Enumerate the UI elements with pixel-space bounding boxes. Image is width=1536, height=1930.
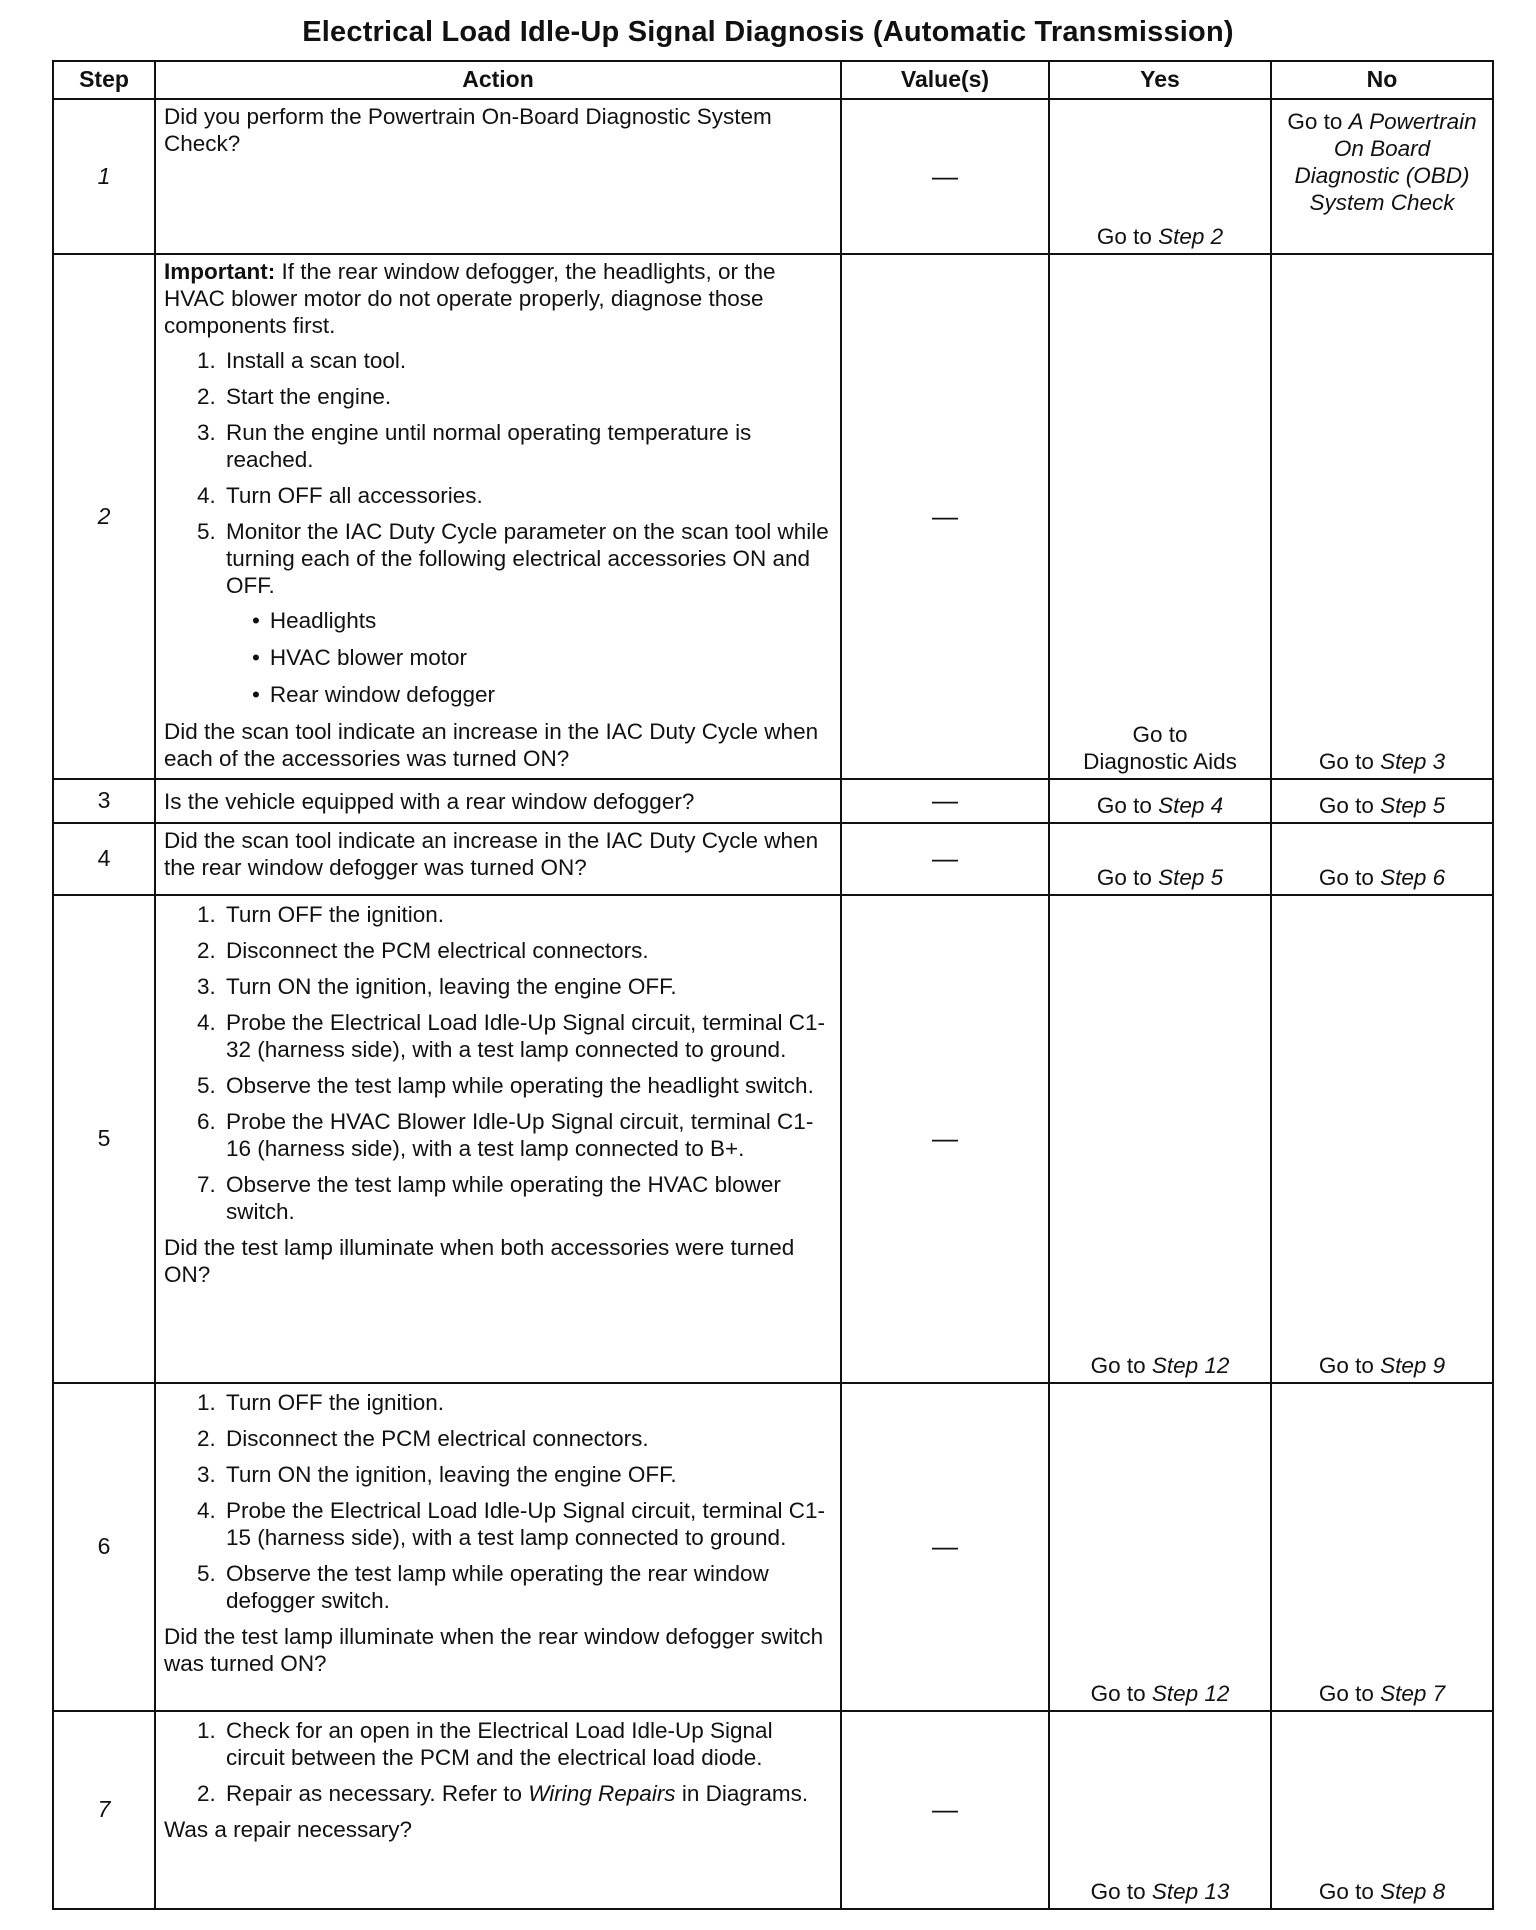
question-text: Was a repair necessary? <box>164 1817 413 1842</box>
accessory-item: • Headlights <box>248 607 832 634</box>
step-link[interactable]: Step 9 <box>1380 1353 1446 1378</box>
value-cell: — <box>841 895 1049 1383</box>
table-row-step-7 <box>53 1711 1493 1909</box>
diagnostic-aids-link[interactable]: Diagnostic Aids <box>1083 749 1237 774</box>
no-cell <box>1271 1383 1493 1711</box>
procedure-step: 7. Observe the test lamp while operating the HVAC blower switch. <box>222 1171 832 1225</box>
table-row-step-1 <box>53 99 1493 254</box>
wiring-repairs-link[interactable]: Wiring Repairs <box>528 1781 676 1806</box>
step-number: 3 <box>53 779 155 823</box>
goto-prefix: Go to <box>1096 224 1152 249</box>
procedure-step: 1. Install a scan tool. <box>222 347 832 374</box>
column-header-step: Step <box>53 61 155 99</box>
action-cell <box>155 779 841 823</box>
procedure-step-text: Monitor the IAC Duty Cycle parameter on the scan tool while turning each of the following electrical accessories ON and OFF. <box>226 519 829 598</box>
step-number: 1 <box>53 99 155 254</box>
procedure-step: 4. Probe the Electrical Load Idle-Up Signal circuit, terminal C1-32 (harness side), with a test lamp connected to ground. <box>222 1009 832 1063</box>
obd-system-check-link[interactable]: A Powertrain On Board Diagnostic (OBD) System Check <box>1294 109 1477 215</box>
step-link[interactable]: Step 5 <box>1380 793 1446 818</box>
procedure-list <box>164 1389 832 1614</box>
step-link[interactable]: Step 4 <box>1158 793 1224 818</box>
accessory-item: • Rear window defogger <box>248 681 832 708</box>
step-link[interactable]: Step 12 <box>1151 1353 1230 1378</box>
goto-prefix: Go to <box>1318 749 1374 774</box>
step-number: 6 <box>53 1383 155 1711</box>
question-text: Did the scan tool indicate an increase in the IAC Duty Cycle when each of the accessories was turned ON? <box>164 719 819 771</box>
procedure-list <box>164 1717 832 1807</box>
step-link[interactable]: Step 12 <box>1151 1681 1230 1706</box>
action-cell <box>155 1383 841 1711</box>
procedure-step: 5. Observe the test lamp while operating the rear window defogger switch. <box>222 1560 832 1614</box>
procedure-step: 2. Disconnect the PCM electrical connectors. <box>222 937 832 964</box>
question-text: Is the vehicle equipped with a rear window defogger? <box>164 788 695 814</box>
table-row-step-2 <box>53 254 1493 779</box>
important-note <box>164 258 832 339</box>
procedure-step <box>222 518 832 708</box>
action-cell <box>155 254 841 779</box>
step-link[interactable]: Step 6 <box>1380 865 1446 890</box>
table-row-step-5 <box>53 895 1493 1383</box>
goto-prefix: Go to <box>1096 793 1152 818</box>
column-header-action: Action <box>155 61 841 99</box>
procedure-list <box>164 347 832 708</box>
goto-prefix: Go to <box>1318 865 1374 890</box>
procedure-step-text: Repair as necessary. Refer to <box>226 1781 529 1806</box>
procedure-step: 4. Probe the Electrical Load Idle-Up Signal circuit, terminal C1-15 (harness side), with a test lamp connected to ground. <box>222 1497 832 1551</box>
step-link[interactable]: Step 2 <box>1158 224 1224 249</box>
goto-prefix: Go to <box>1090 1353 1146 1378</box>
value-cell: — <box>841 1383 1049 1711</box>
goto-prefix: Go to <box>1287 109 1343 134</box>
question-text: Did you perform the Powertrain On-Board Diagnostic System Check? <box>164 104 772 156</box>
goto-prefix: Go to <box>1318 1879 1374 1904</box>
question-text: Did the scan tool indicate an increase in the IAC Duty Cycle when the rear window defogger was turned ON? <box>164 828 819 880</box>
yes-cell <box>1049 99 1271 254</box>
step-link[interactable]: Step 13 <box>1151 1879 1230 1904</box>
column-header-no: No <box>1271 61 1493 99</box>
table-row-step-3 <box>53 779 1493 823</box>
yes-cell <box>1049 823 1271 895</box>
no-cell <box>1271 99 1493 254</box>
value-cell: — <box>841 99 1049 254</box>
accessory-item: • HVAC blower motor <box>248 644 832 671</box>
question-text: Did the test lamp illuminate when both accessories were turned ON? <box>164 1235 795 1287</box>
column-header-values: Value(s) <box>841 61 1049 99</box>
step-number: 7 <box>53 1711 155 1909</box>
action-cell <box>155 99 841 254</box>
step-link[interactable]: Step 8 <box>1380 1879 1446 1904</box>
goto-prefix: Go to <box>1096 865 1152 890</box>
step-link[interactable]: Step 7 <box>1380 1681 1446 1706</box>
action-cell <box>155 823 841 895</box>
goto-prefix: Go to <box>1318 1681 1374 1706</box>
no-cell <box>1271 895 1493 1383</box>
yes-cell <box>1049 1383 1271 1711</box>
action-cell <box>155 895 841 1383</box>
yes-cell <box>1049 895 1271 1383</box>
yes-cell <box>1049 1711 1271 1909</box>
table-header-row <box>53 61 1493 99</box>
procedure-step: 2. Disconnect the PCM electrical connectors. <box>222 1425 832 1452</box>
goto-prefix: Go to <box>1090 1681 1146 1706</box>
accessory-list <box>226 607 832 708</box>
procedure-step: 6. Probe the HVAC Blower Idle-Up Signal circuit, terminal C1-16 (harness side), with a test lamp connected to B+. <box>222 1108 832 1162</box>
procedure-step: 5. Observe the test lamp while operating the headlight switch. <box>222 1072 832 1099</box>
no-cell <box>1271 254 1493 779</box>
procedure-step: 3. Turn ON the ignition, leaving the engine OFF. <box>222 1461 832 1488</box>
value-cell: — <box>841 823 1049 895</box>
procedure-step-text: in Diagrams. <box>675 1781 809 1806</box>
procedure-step <box>222 1780 832 1807</box>
action-cell <box>155 1711 841 1909</box>
procedure-step: 1. Turn OFF the ignition. <box>222 901 832 928</box>
important-text: If the rear window defogger, the headlights, or the HVAC blower motor do not operate properly, diagnose those components first. <box>164 259 776 338</box>
goto-prefix: Go to <box>1132 722 1188 747</box>
step-number: 5 <box>53 895 155 1383</box>
yes-cell <box>1049 254 1271 779</box>
goto-prefix: Go to <box>1090 1879 1146 1904</box>
important-label: Important: <box>164 259 276 284</box>
diagnosis-table <box>52 60 1494 1910</box>
no-cell <box>1271 1711 1493 1909</box>
no-cell <box>1271 823 1493 895</box>
column-header-yes: Yes <box>1049 61 1271 99</box>
procedure-step: 2. Start the engine. <box>222 383 832 410</box>
step-link[interactable]: Step 3 <box>1380 749 1446 774</box>
procedure-step: 1. Turn OFF the ignition. <box>222 1389 832 1416</box>
value-cell: — <box>841 779 1049 823</box>
value-cell: — <box>841 254 1049 779</box>
question-text: Did the test lamp illuminate when the rear window defogger switch was turned ON? <box>164 1624 824 1676</box>
step-number: 4 <box>53 823 155 895</box>
procedure-step: 1. Check for an open in the Electrical Load Idle-Up Signal circuit between the PCM and the electrical load diode. <box>222 1717 832 1771</box>
yes-cell <box>1049 779 1271 823</box>
step-link[interactable]: Step 5 <box>1158 865 1224 890</box>
no-cell <box>1271 779 1493 823</box>
procedure-list <box>164 901 832 1225</box>
goto-prefix: Go to <box>1318 1353 1374 1378</box>
table-row-step-6 <box>53 1383 1493 1711</box>
procedure-step: 4. Turn OFF all accessories. <box>222 482 832 509</box>
page-title: Electrical Load Idle-Up Signal Diagnosis (Automatic Transmission) <box>302 16 1234 48</box>
procedure-step: 3. Run the engine until normal operating temperature is reached. <box>222 419 832 473</box>
value-cell: — <box>841 1711 1049 1909</box>
table-row-step-4 <box>53 823 1493 895</box>
goto-prefix: Go to <box>1318 793 1374 818</box>
step-number: 2 <box>53 254 155 779</box>
procedure-step: 3. Turn ON the ignition, leaving the engine OFF. <box>222 973 832 1000</box>
